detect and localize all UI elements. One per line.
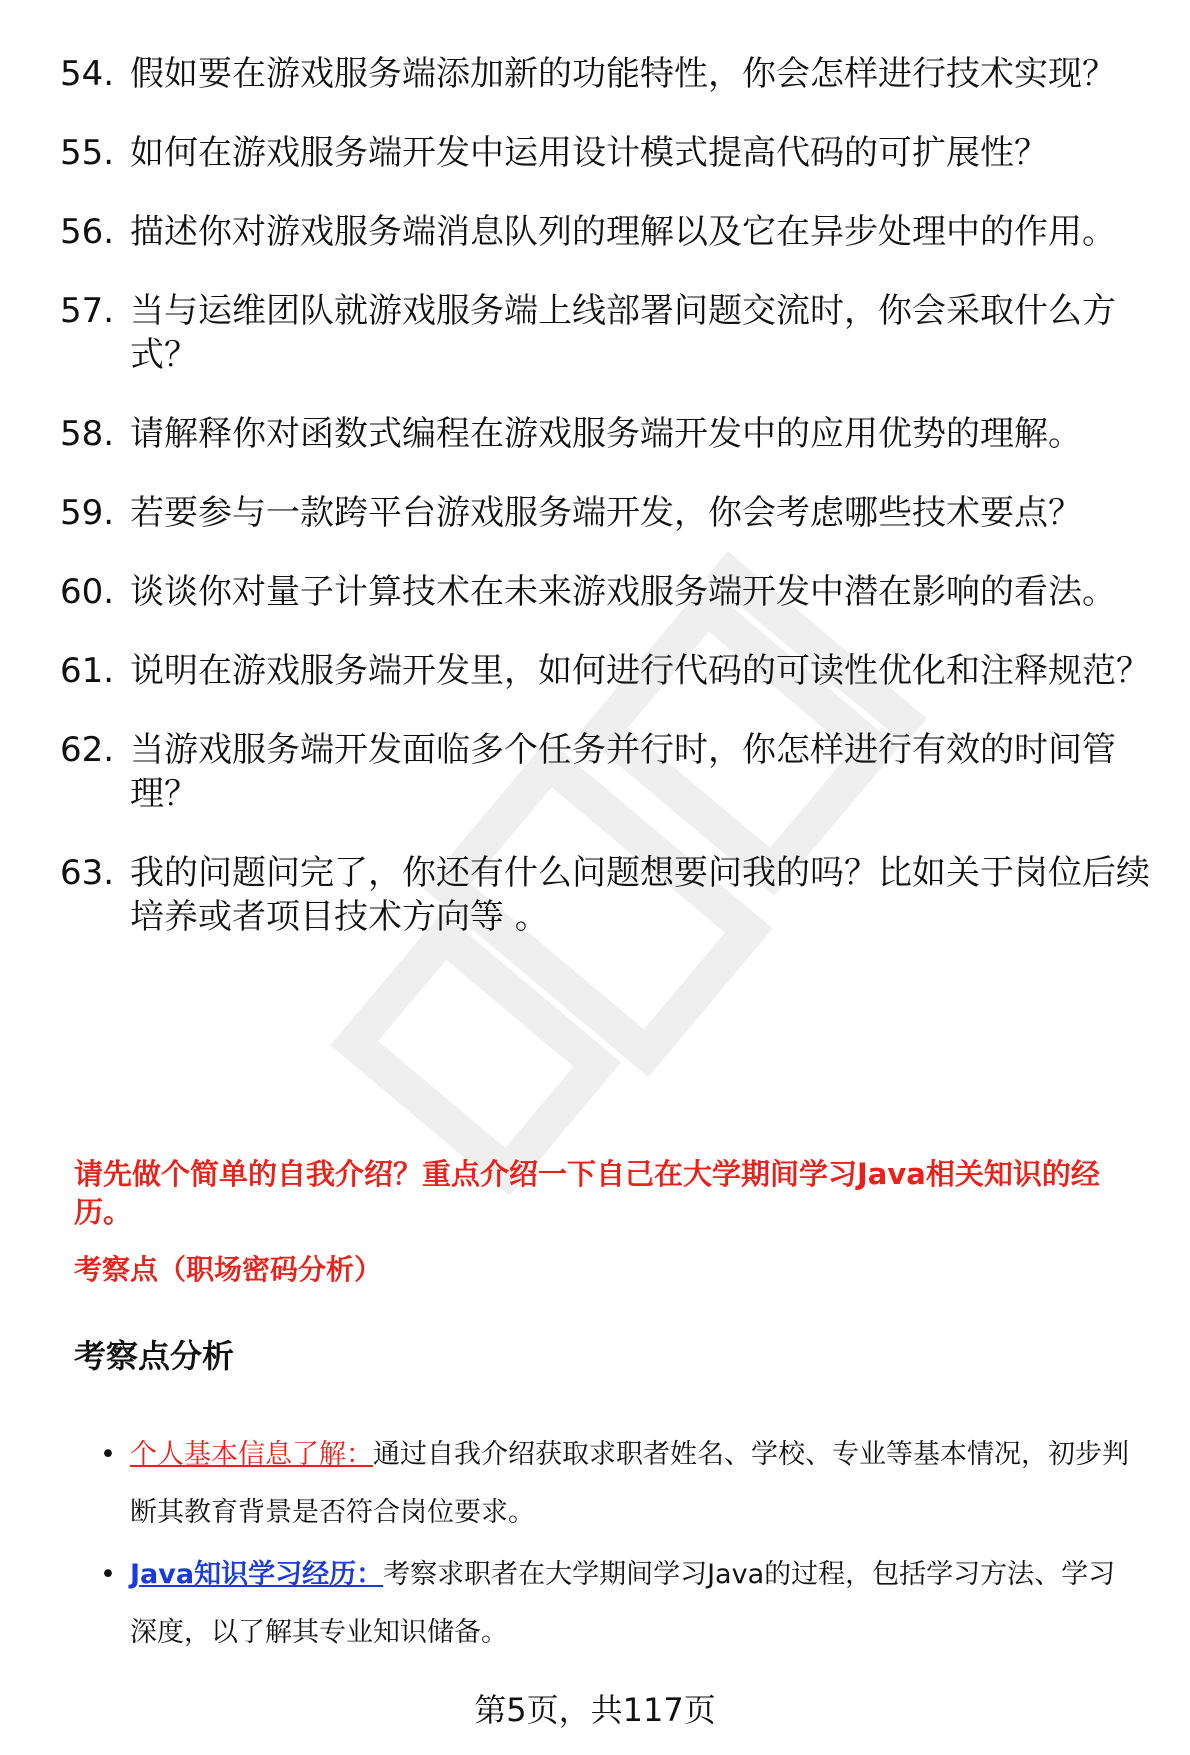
question-number: 56. xyxy=(60,212,115,252)
bullet-text: 通过自我介绍获取求职者姓名、学校、专业等基本情况，初步判断其教育背景是否符合岗位要求。 xyxy=(130,1439,1129,1528)
page-footer: 第5页，共117页 xyxy=(474,1691,716,1729)
question-number: 59. xyxy=(60,493,115,533)
question-number: 58. xyxy=(60,414,115,454)
question-item xyxy=(60,851,1150,939)
question-number: 63. xyxy=(60,853,115,893)
question-item xyxy=(60,289,1150,377)
question-item xyxy=(60,570,1150,614)
question-text: 我的问题问完了，你还有什么问题想要问我的吗？比如关于岗位后续培养或者项目技术方向等 。 xyxy=(130,853,1150,937)
question-list xyxy=(60,52,1150,974)
highlight-question: 请先做个简单的自我介绍？重点介绍一下自己在大学期间学习Java相关知识的经历。 xyxy=(74,1157,1100,1229)
question-text: 谈谈你对量子计算技术在未来游戏服务端开发中潜在影响的看法。 xyxy=(130,572,1116,612)
question-text: 描述你对游戏服务端消息队列的理解以及它在异步处理中的作用。 xyxy=(130,212,1116,252)
question-text: 若要参与一款跨平台游戏服务端开发，你会考虑哪些技术要点？ xyxy=(130,493,1082,533)
question-text: 当游戏服务端开发面临多个任务并行时，你怎样进行有效的时间管理？ xyxy=(130,730,1116,814)
question-item xyxy=(60,412,1150,456)
analysis-bullet-list xyxy=(100,1426,1140,1666)
bullet-dot-icon: • xyxy=(100,1439,116,1470)
analysis-bullet xyxy=(100,1426,1140,1542)
question-number: 54. xyxy=(60,54,115,94)
bullet-text: 考察求职者在大学期间学习Java的过程，包括学习方法、学习深度，以了解其专业知识储备。 xyxy=(130,1559,1116,1648)
question-item xyxy=(60,52,1150,96)
question-text: 请解释你对函数式编程在游戏服务端开发中的应用优势的理解。 xyxy=(130,414,1082,454)
question-text: 假如要在游戏服务端添加新的功能特性，你会怎样进行技术实现？ xyxy=(130,54,1116,94)
section-title: 考察点分析 xyxy=(74,1337,235,1375)
question-number: 57. xyxy=(60,291,115,331)
question-item xyxy=(60,491,1150,535)
question-item xyxy=(60,210,1150,254)
bullet-dot-icon: • xyxy=(100,1559,116,1590)
question-text: 说明在游戏服务端开发里，如何进行代码的可读性优化和注释规范？ xyxy=(130,651,1150,691)
question-item xyxy=(60,649,1150,693)
analysis-tag: 考察点（职场密码分析） xyxy=(74,1253,383,1286)
question-text: 当与运维团队就游戏服务端上线部署问题交流时，你会采取什么方式？ xyxy=(130,291,1116,375)
question-item xyxy=(60,131,1150,175)
question-text: 如何在游戏服务端开发中运用设计模式提高代码的可扩展性？ xyxy=(130,133,1048,173)
bullet-label-link[interactable]: 个人基本信息了解： xyxy=(130,1439,373,1470)
question-number: 62. xyxy=(60,730,115,770)
question-number: 55. xyxy=(60,133,115,173)
bullet-label-link[interactable]: Java知识学习经历： xyxy=(130,1559,384,1590)
analysis-bullet xyxy=(100,1546,1140,1662)
question-item xyxy=(60,728,1150,816)
question-number: 60. xyxy=(60,572,115,612)
question-number: 61. xyxy=(60,651,115,691)
